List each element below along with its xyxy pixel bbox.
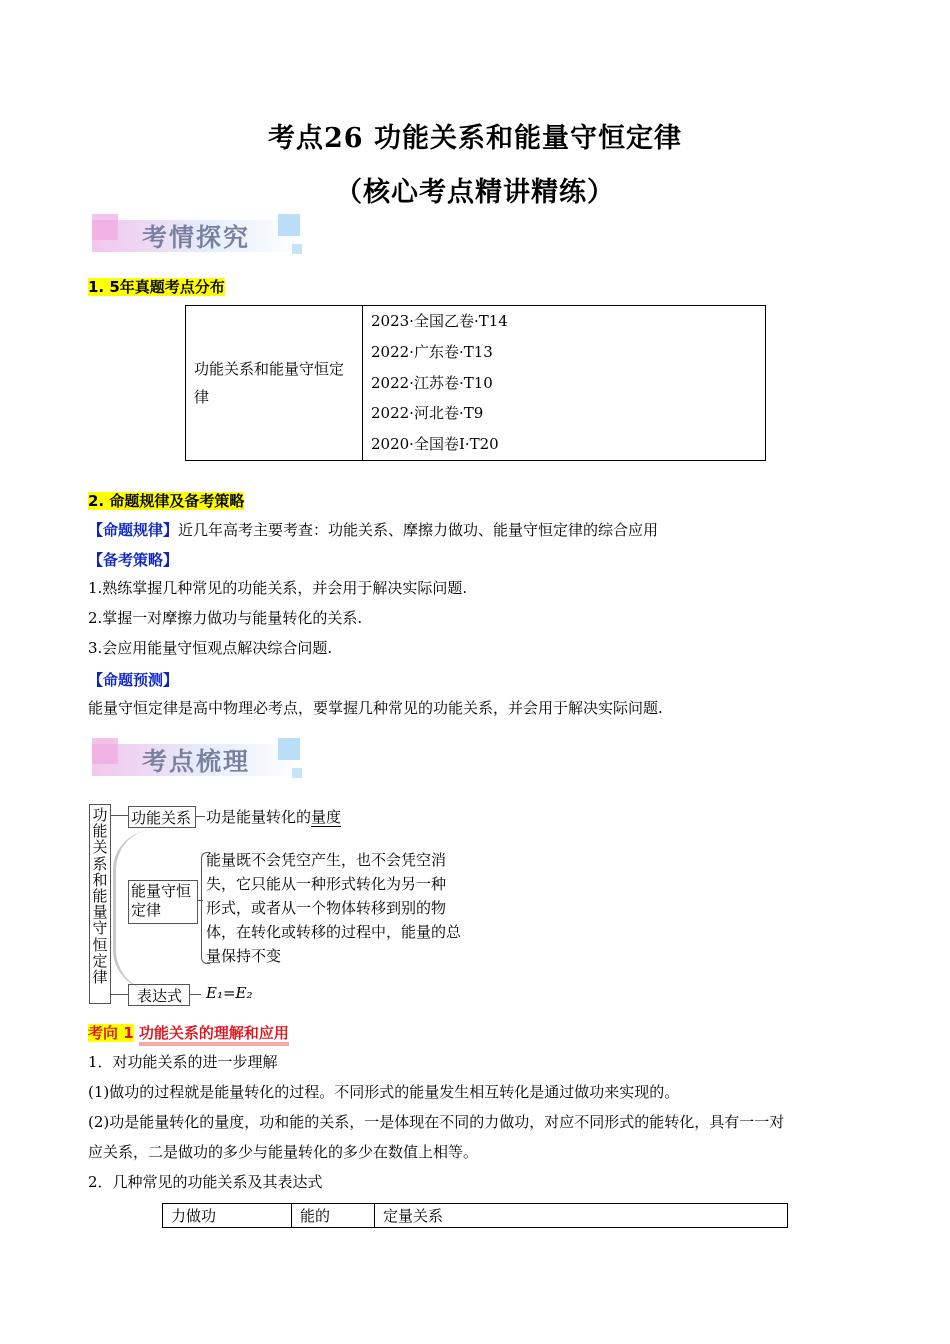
paragraph: (2)功是能量转化的量度，功和能的关系，一是体现在不同的力做功，对应不同形式的能转化，具有一一对 <box>88 1113 785 1131</box>
banner-label: 考情探究 <box>142 223 251 252</box>
table-topic-cell: 功能关系和能量守恒定律 <box>186 306 363 461</box>
mindmap-formula: E₁=E₂ <box>206 984 253 1002</box>
work-energy-table <box>162 1203 788 1228</box>
section-heading: 2. 命题规律及备考策略 <box>88 492 245 510</box>
mindmap-branch1-desc: 功是能量转化的量度 <box>206 808 342 826</box>
rule-label: 【命题规律】 <box>88 521 179 539</box>
paragraph: 2．几种常见的功能关系及其表达式 <box>88 1173 323 1191</box>
page-subtitle: （核心考点精讲精练） <box>335 177 615 208</box>
strategy-label: 【备考策略】 <box>88 551 179 569</box>
mindmap-branch-function: 功能关系 <box>128 806 196 828</box>
exam-distribution-table <box>185 305 766 461</box>
mindmap-root: 功能关系和能量守恒定律 <box>89 804 111 1004</box>
concept-mindmap <box>85 800 465 1008</box>
paragraph: 应关系，二是做功的多少与能量转化的多少在数值上相等。 <box>88 1143 479 1161</box>
section-banner-key-points <box>92 738 310 780</box>
page-title: 考点26 功能关系和能量守恒定律 <box>268 123 682 154</box>
section-banner-exam-analysis <box>92 214 310 256</box>
table-header: 力做功 <box>163 1204 292 1228</box>
list-item: 2020·全国卷Ⅰ·T20 <box>371 435 499 454</box>
strategy-item: 2.掌握一对摩擦力做功与能量转化的关系. <box>88 609 363 627</box>
section-heading: 1. 5年真题考点分布 <box>88 278 225 296</box>
paragraph: 1．对功能关系的进一步理解 <box>88 1053 278 1071</box>
table-header: 能的 <box>292 1204 375 1228</box>
rule-text: 近几年高考主要考查：功能关系、摩擦力做功、能量守恒定律的综合应用 <box>178 521 659 539</box>
predict-text: 能量守恒定律是高中物理必考点，要掌握几种常见的功能关系，并会用于解决实际问题. <box>88 699 663 717</box>
list-item: 2023·全国乙卷·T14 <box>371 312 508 330</box>
list-item: 2022·广东卷·T13 <box>371 342 493 361</box>
predict-label: 【命题预测】 <box>88 671 179 689</box>
banner-label: 考点梳理 <box>142 747 251 776</box>
list-item: 2022·河北卷·T9 <box>371 404 484 423</box>
direction-heading <box>88 1022 289 1043</box>
mindmap-branch-expression: 表达式 <box>128 984 190 1006</box>
strategy-item: 1.熟练掌握几种常见的功能关系，并会用于解决实际问题. <box>88 579 468 597</box>
mindmap-branch2-text: 能量既不会凭空产生，也不会凭空消 失，它只能从一种形式转化为另一种 形式，或者从一个物体转移到别的物 体，在转化或转移的过程中，能量的总 量保持不变 <box>206 851 462 965</box>
direction-label: 考向 1 <box>88 1024 134 1042</box>
strategy-item: 3.会应用能量守恒观点解决综合问题. <box>88 639 333 657</box>
list-item: 2022·江苏卷·T10 <box>371 373 493 392</box>
mindmap-branch-conservation: 能量守恒定律 <box>128 880 198 924</box>
direction-title: 功能关系的理解和应用 <box>139 1024 289 1046</box>
rule-paragraph <box>88 520 658 540</box>
paragraph: (1)做功的过程就是能量转化的过程。不同形式的能量发生相互转化是通过做功来实现的。 <box>88 1083 680 1101</box>
table-header: 定量关系 <box>375 1204 788 1228</box>
table-items-cell <box>363 306 766 461</box>
